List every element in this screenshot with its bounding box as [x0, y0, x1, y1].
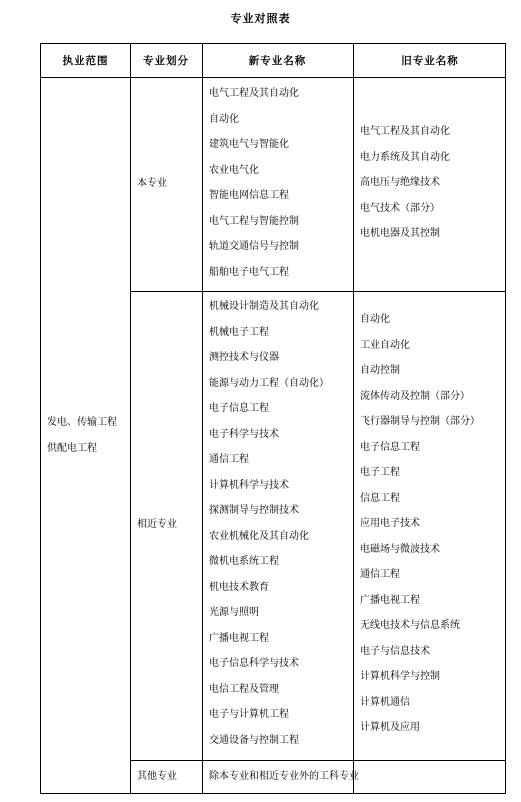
column-divider	[353, 44, 354, 793]
list-item: 电力系统及其自动化	[360, 151, 450, 163]
list-item: 高电压与绝缘技术	[360, 177, 440, 188]
row-divider	[130, 760, 505, 761]
other-major-text: 除本专业和相近专业外的工科专业	[209, 771, 359, 782]
related-old-list	[360, 307, 480, 741]
header-category: 专业划分	[143, 55, 189, 67]
header-industry: 执业范围	[62, 55, 109, 67]
list-item: 电子工程	[360, 467, 400, 478]
this-major-new-list	[209, 81, 299, 285]
list-item: 探测制导与控制技术	[209, 505, 299, 516]
list-item: 自动化	[360, 314, 390, 325]
list-item: 船舶电子电气工程	[209, 266, 289, 278]
column-divider	[130, 44, 131, 793]
header-old-major: 旧专业名称	[401, 55, 459, 67]
list-item: 建筑电气与智能化	[209, 139, 289, 150]
row-divider	[130, 291, 505, 292]
industry-line: 发电、传输工程	[47, 417, 117, 428]
this-major-old-list	[360, 119, 450, 247]
major-comparison-table	[40, 43, 506, 794]
list-item: 飞行器制导与控制（部分）	[360, 416, 480, 427]
list-item: 能源与动力工程（自动化）	[209, 377, 329, 389]
list-item: 电子信息工程	[209, 403, 269, 414]
list-item: 计算机科学与控制	[360, 671, 440, 682]
list-item: 应用电子技术	[360, 518, 420, 529]
category-related: 相近专业	[137, 519, 177, 530]
list-item: 测控技术与仪器	[209, 352, 279, 363]
list-item: 工业自动化	[360, 339, 410, 351]
list-item: 电气工程与智能控制	[209, 215, 299, 227]
list-item: 农业电气化	[209, 164, 259, 176]
list-item: 农业机械化及其自动化	[209, 530, 309, 542]
related-new-list	[209, 294, 329, 753]
list-item: 智能电网信息工程	[209, 190, 289, 201]
industry-line: 供配电工程	[47, 442, 97, 454]
list-item: 电磁场与微波技术	[360, 543, 440, 555]
list-item: 信息工程	[360, 492, 400, 504]
list-item: 微机电系统工程	[209, 556, 279, 567]
list-item: 光源与照明	[209, 607, 259, 618]
list-item: 电子与计算机工程	[209, 709, 289, 720]
list-item: 无线电技术与信息系统	[360, 620, 460, 631]
list-item: 通信工程	[209, 454, 249, 465]
category-this-major: 本专业	[137, 178, 167, 189]
list-item: 电子信息工程	[360, 441, 420, 453]
list-item: 广播电视工程	[360, 594, 420, 606]
list-item: 机械电子工程	[209, 326, 269, 338]
list-item: 轨道交通信号与控制	[209, 241, 299, 252]
list-item: 通信工程	[360, 569, 400, 580]
list-item: 电子科学与技术	[209, 428, 279, 440]
column-divider	[202, 44, 203, 793]
list-item: 电子与信息技术	[360, 645, 430, 657]
list-item: 电气工程及其自动化	[360, 126, 450, 137]
header-new-major: 新专业名称	[248, 55, 307, 67]
list-item: 计算机及应用	[360, 722, 420, 733]
list-item: 流体传动及控制（部分）	[360, 390, 470, 402]
list-item: 机电技术教育	[209, 581, 269, 593]
list-item: 电气技术（部分）	[360, 202, 440, 214]
industry-cell	[47, 410, 117, 461]
list-item: 电机电器及其控制	[360, 228, 440, 239]
header-divider	[41, 77, 505, 78]
category-other: 其他专业	[137, 771, 177, 782]
list-item: 电气工程及其自动化	[209, 88, 299, 99]
list-item: 电信工程及管理	[209, 683, 279, 695]
list-item: 计算机通信	[360, 696, 410, 708]
list-item: 计算机科学与技术	[209, 479, 289, 491]
list-item: 自动控制	[360, 365, 400, 376]
list-item: 交通设备与控制工程	[209, 734, 299, 746]
list-item: 广播电视工程	[209, 632, 269, 644]
list-item: 机械设计制造及其自动化	[209, 301, 319, 312]
list-item: 电子信息科学与技术	[209, 658, 299, 669]
list-item: 自动化	[209, 113, 239, 125]
page-title: 专业对照表	[230, 12, 291, 25]
